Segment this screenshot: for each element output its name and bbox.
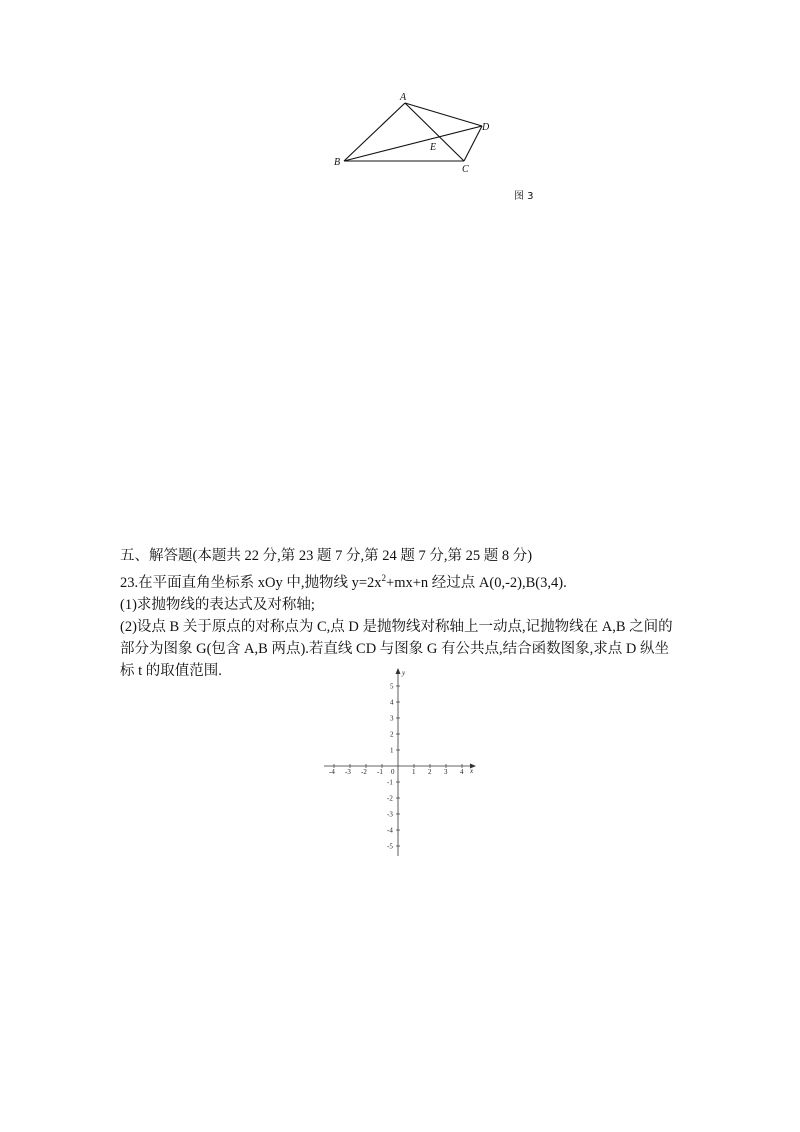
x-tick-label: -1: [377, 768, 383, 776]
stem-exponent: 2: [381, 573, 387, 583]
question-23-part-2: (2)设点 B 关于原点的对称点为 C,点 D 是抛物线对称轴上一动点,记抛物线在 A,B 之间的部分为图象 G(包含 A,B 两点).若直线 CD 与图象 G 有公共点,结合函数图象,求点 D 纵坐标 t 的取值范围.: [120, 618, 673, 679]
x-tick-label: 3: [444, 768, 448, 776]
point-label-e: E: [430, 142, 437, 153]
x-tick-label: 4: [460, 768, 464, 776]
y-axis-label: y: [402, 669, 406, 677]
y-tick-label: 1: [390, 746, 394, 755]
question-23-stem: [120, 567, 680, 594]
y-tick-label: 2: [390, 730, 394, 739]
y-axis-arrow: [396, 668, 401, 674]
point-label-d: D: [482, 122, 490, 133]
section-heading: 五、解答题(本题共 22 分,第 23 题 7 分,第 24 题 7 分,第 25 题 8 分): [120, 548, 533, 564]
point-label-a: A: [400, 92, 407, 103]
stem-text-pre: 23.在平面直角坐标系 xOy 中,抛物线 y=2x: [120, 574, 382, 591]
point-label-c: C: [462, 164, 469, 175]
coordinate-plane: [322, 666, 478, 860]
x-tick-label: 2: [428, 768, 432, 776]
segment-cd: [464, 126, 482, 161]
segment-ab: [344, 103, 405, 161]
y-tick-label: 3: [390, 714, 394, 723]
point-label-b: B: [334, 157, 341, 168]
y-tick-label: -1: [387, 778, 393, 787]
x-tick-label: -4: [329, 768, 335, 776]
y-tick-label: 4: [390, 698, 394, 707]
x-tick-label: 1: [412, 768, 416, 776]
y-tick-label: -5: [387, 842, 393, 851]
x-tick-label: -3: [345, 768, 351, 776]
question-23-part-1: (1)求抛物线的表达式及对称轴;: [120, 596, 315, 613]
segment-bd: [344, 126, 482, 161]
x-tick-label: -2: [361, 768, 367, 776]
y-tick-label: -2: [387, 794, 393, 803]
question-block: [120, 545, 680, 682]
stem-text-post: +mx+n 经过点 A(0,-2),B(3,4).: [386, 574, 567, 591]
y-tick-label: -4: [387, 826, 393, 835]
x-axis-label: x: [470, 767, 474, 775]
figure-caption: 图 3: [514, 191, 534, 202]
geometry-figure: [330, 88, 510, 178]
origin-label: 0: [391, 768, 395, 776]
y-tick-label: 5: [390, 682, 394, 691]
y-tick-label: -3: [387, 810, 393, 819]
